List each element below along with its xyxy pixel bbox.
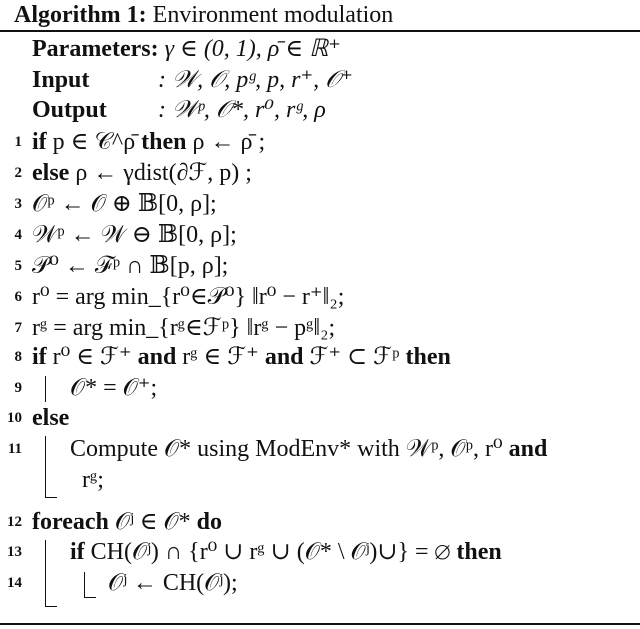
algorithm-line-13 [0,537,640,567]
top-rule [0,30,640,32]
line-number: 4 [14,227,22,243]
line-number: 13 [7,544,22,560]
parameters-value: γ ∈ (0, 1), ρ̄ ∈ ℝ⁺ [164,36,341,62]
algorithm-line-9 [0,373,640,403]
algorithm-line-10 [0,403,640,433]
indent-foot [45,606,57,607]
line-text: else ρ ← γdist(∂ℱ, p) ; [32,160,252,186]
line-text: 𝒪ᵖ ← 𝒪 ⊕ 𝔹[0, ρ]; [32,191,217,217]
line-number: 7 [14,320,22,336]
line-text: 𝒲ᵖ ← 𝒲 ⊖ 𝔹[0, ρ]; [32,222,237,248]
algorithm-line-11 [0,434,640,464]
line-text: else [32,405,70,431]
algorithm-line-5 [0,251,640,281]
line-text: rᵍ = arg min_{rᵍ∈ℱᵖ} ‖rᵍ − pᵍ‖₂; [32,315,336,341]
algorithm-line-1 [0,127,640,157]
line-text: Compute 𝒪* using ModEnv* with 𝒲ᵖ, 𝒪ᵖ, r⁰ and [70,436,548,462]
algorithm-line-8 [0,342,640,372]
line-text: if r⁰ ∈ ℱ⁺ and rᵍ ∈ ℱ⁺ and ℱ⁺ ⊂ ℱᵖ then [32,344,451,370]
line-number: 11 [7,441,22,457]
output-value: : 𝒲ᵖ, 𝒪*, r⁰, rᵍ, ρ [158,97,326,123]
line-text: if p ∈ 𝒞^ρ̄ then ρ ← ρ̄ ; [32,129,266,155]
line-number: 12 [7,514,22,530]
line-number: 1 [14,134,22,150]
line-text: 𝒫⁰ ← ℱᵖ ∩ 𝔹[p, ρ]; [32,253,229,279]
line-number: 9 [14,380,22,396]
line-number: 8 [14,349,22,365]
input-label: Input [32,67,90,93]
line-number: 3 [14,196,22,212]
algorithm-line-11-continued [0,465,640,495]
algorithm-line-4 [0,220,640,250]
line-number: 10 [7,410,22,426]
line-text: if CH(𝒪ʲ) ∩ {r⁰ ∪ rᵍ ∪ (𝒪* \ 𝒪ʲ)∪} = ∅ then [70,539,502,565]
line-number: 2 [14,165,22,181]
bottom-rule [0,623,640,625]
algorithm-line-12 [0,507,640,537]
algorithm-name: Environment modulation [152,2,394,28]
line-text: rᵍ; [82,467,104,493]
algorithm-title [14,2,393,29]
indent-foot [45,497,57,498]
algorithm-label: Algorithm 1: [14,2,147,28]
line-text: 𝒪* = 𝒪⁺; [70,375,158,401]
line-number: 6 [14,289,22,305]
line-text: r⁰ = arg min_{r⁰∈𝒫⁰} ‖r⁰ − r⁺‖₂; [32,284,345,310]
algorithm-line-7 [0,313,640,343]
line-number: 5 [14,258,22,274]
algorithm-line-6 [0,282,640,312]
algorithm-line-14 [0,568,640,598]
line-text: foreach 𝒪ʲ ∈ 𝒪* do [32,509,222,535]
output-label: Output [32,97,107,123]
input-value: : 𝒲, 𝒪, pᵍ, p, r⁺, 𝒪⁺ [158,67,353,93]
line-text: 𝒪ʲ ← CH(𝒪ʲ); [108,570,238,596]
line-number: 14 [7,575,22,591]
algorithm-line-3 [0,189,640,219]
parameters-label: Parameters: [32,36,159,62]
algorithm-line-2 [0,158,640,188]
